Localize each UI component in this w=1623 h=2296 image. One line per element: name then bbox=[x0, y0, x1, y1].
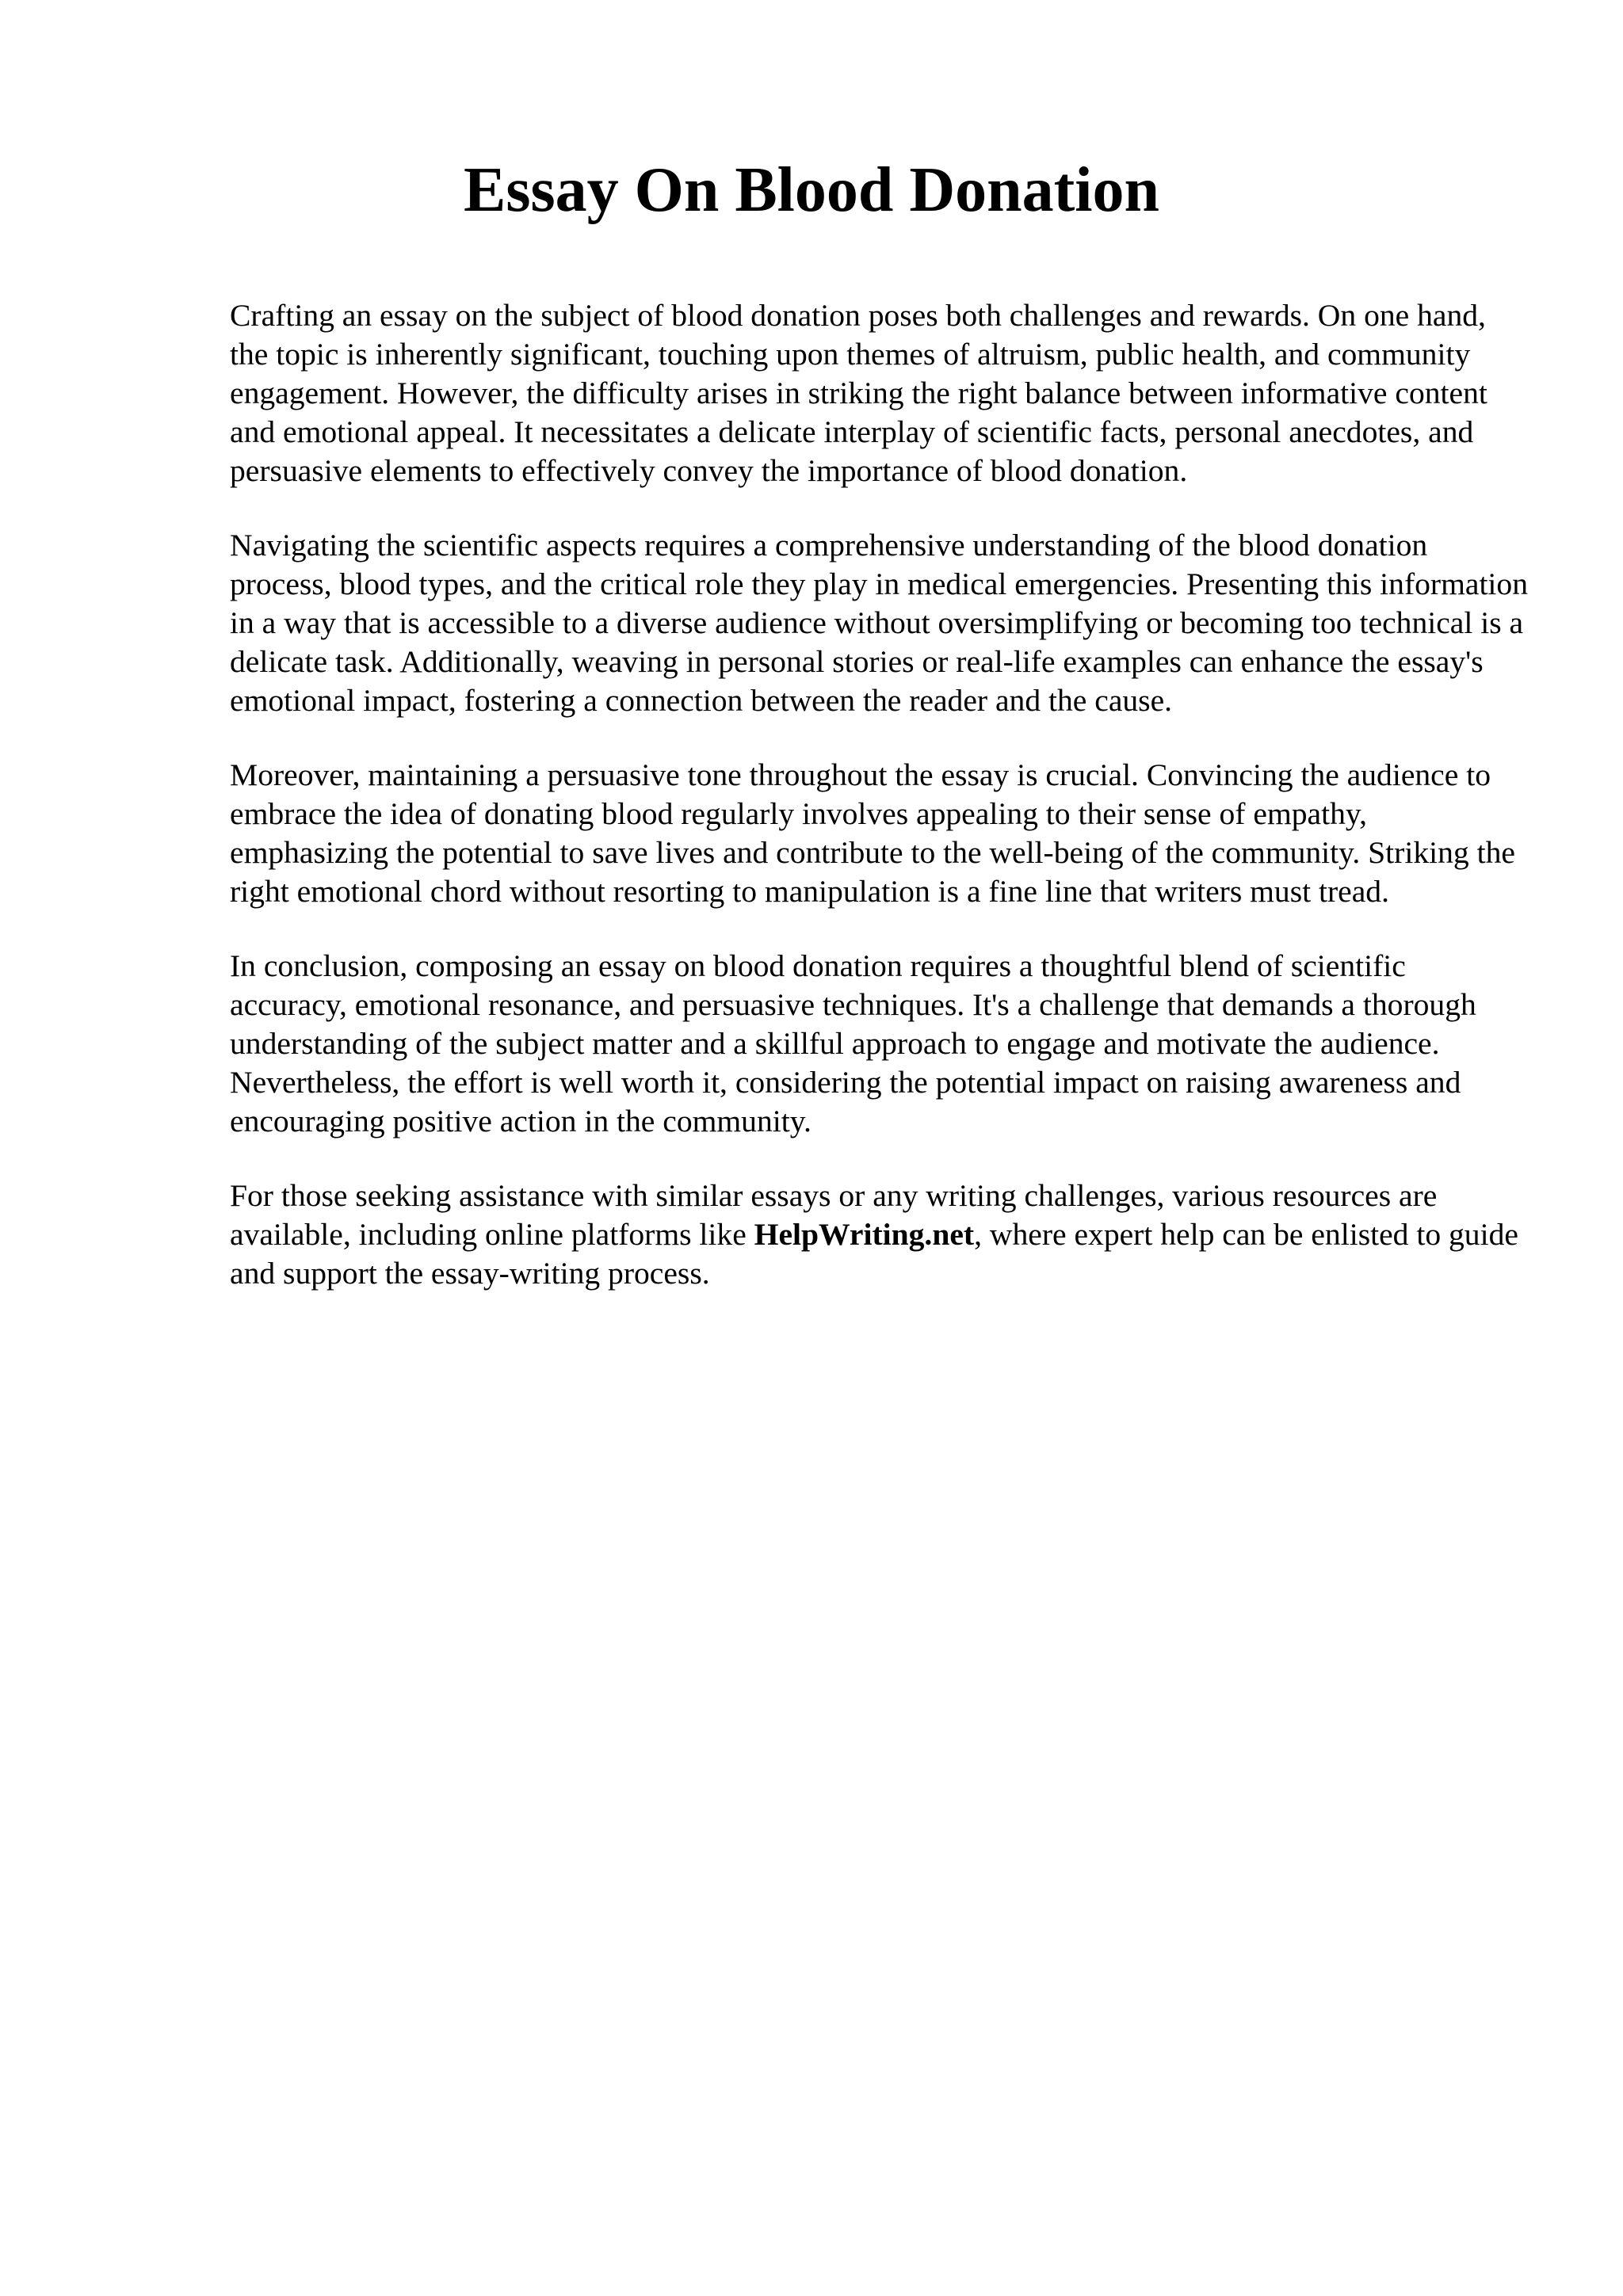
document-body bbox=[230, 296, 1529, 1329]
resources-text-after: , where expert help can be enlisted to guide and support the essay-writing process. bbox=[230, 1217, 1518, 1291]
paragraph-conclusion: In conclusion, composing an essay on blood donation requires a thoughtful blend of scientific accuracy, emotional resonance, and persuasive techniques. It's a challenge that demands a thorough understanding of the subject matter and a skillful approach to engage and motivate the audience. Nevertheless, the effort is well worth it, considering the potential impact on raising awareness and encouraging positive action in the community. bbox=[230, 948, 1476, 1138]
paragraph-persuasive-tone: Moreover, maintaining a persuasive tone throughout the essay is crucial. Convincing the audience to embrace the idea of donating blood regularly involves appealing to their sense of empathy, emphasizing the potential to save lives and contribute to the well-being of the community. Striking the right emotional chord without resorting to manipulation is a fine line that writers must tread. bbox=[230, 757, 1515, 909]
paragraph-intro: Crafting an essay on the subject of blood donation poses both challenges and rewards. On one hand, the topic is inherently significant, touching upon themes of altruism, public health, and community engagement. However, the difficulty arises in striking the right balance between informative content and emotional appeal. It necessitates a delicate interplay of scientific facts, personal anecdotes, and persuasive elements to effectively convey the importance of blood donation. bbox=[230, 298, 1487, 488]
resources-text-before: For those seeking assistance with similar essays or any writing challenges, various resources are available, including online platforms like bbox=[230, 1178, 1438, 1252]
helpwriting-link[interactable]: HelpWriting.net bbox=[754, 1217, 975, 1252]
document-title: Essay On Blood Donation bbox=[463, 155, 1160, 225]
paragraph-scientific-aspects: Navigating the scientific aspects requires a comprehensive understanding of the blood donation process, blood types, and the critical role they play in medical emergencies. Presenting this information in a way that is accessible to a diverse audience without oversimplifying or becoming too technical is a delicate task. Additionally, weaving in personal stories or real-life examples can enhance the essay's emotional impact, fostering a connection between the reader and the cause. bbox=[230, 528, 1529, 718]
paragraph-resources bbox=[230, 1177, 1529, 1293]
